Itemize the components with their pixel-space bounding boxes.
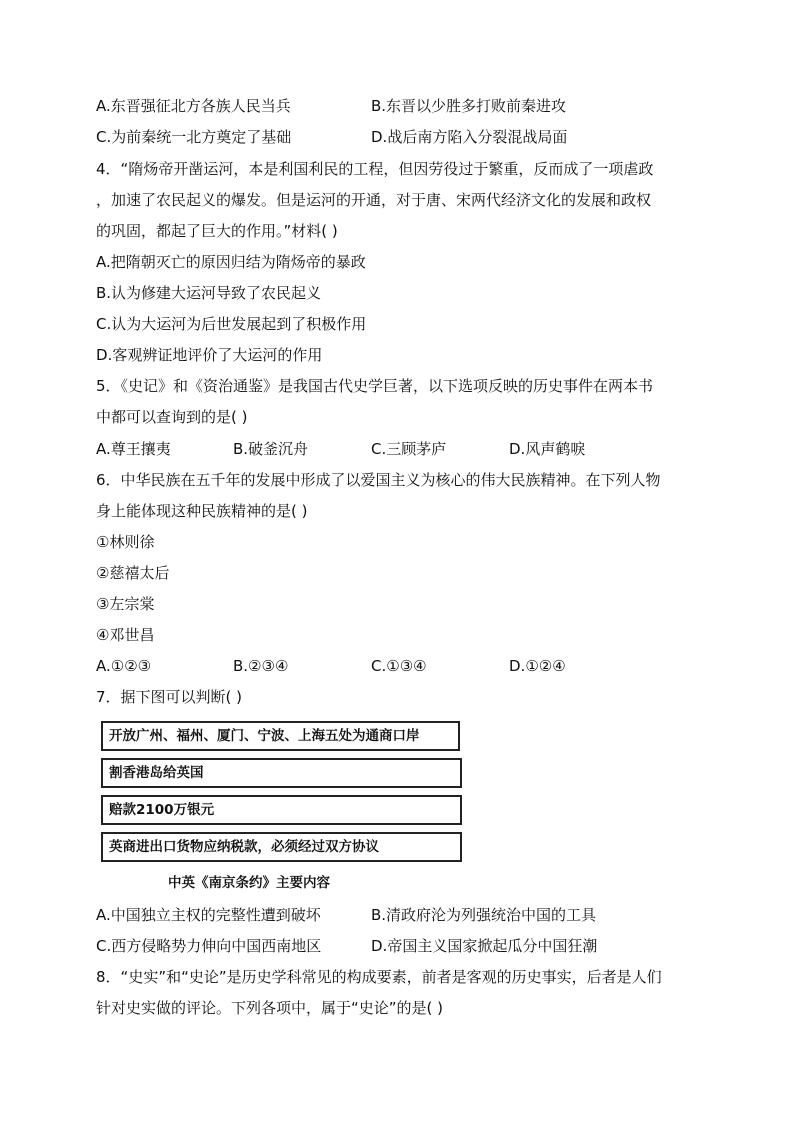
q7-option-c: C.西方侵略势力伸向中国西南地区: [96, 937, 322, 955]
q4-option-a: A.把隋朝灭亡的原因归结为隋炀帝的暴政: [96, 253, 366, 271]
q6-option-a: A.①②③: [96, 657, 152, 675]
q4-option-d: D.客观辨证地评价了大运河的作用: [96, 346, 323, 364]
q4-stem-line-3: 的巩固，都起了巨大的作用。”材料( ): [96, 222, 338, 240]
q6-item-3: ③左宗棠: [96, 595, 155, 613]
q4-option-b: B.认为修建大运河导致了农民起义: [96, 284, 322, 302]
q5-option-b: B.破釜沉舟: [233, 440, 309, 458]
treaty-box-indemnity: 赔款2100万银元: [101, 795, 462, 825]
q3-option-b: B.东晋以少胜多打败前秦进攻: [371, 97, 567, 115]
q3-option-d: D.战后南方陷入分裂混战局面: [371, 128, 568, 146]
treaty-box-tariff: 英商进出口货物应纳税款，必须经过双方协议: [101, 832, 462, 862]
q6-item-2: ②慈禧太后: [96, 564, 170, 582]
figure-caption: 中英《南京条约》主要内容: [168, 875, 330, 891]
q4-option-c: C.认为大运河为后世发展起到了积极作用: [96, 315, 367, 333]
q3-option-c: C.为前秦统一北方奠定了基础: [96, 128, 292, 146]
q5-stem-line-1: 5．《史记》和《资治通鉴》是我国古代史学巨著，以下选项反映的历史事件在两本书: [96, 377, 654, 395]
treaty-box-ports: 开放广州、福州、厦门、宁波、上海五处为通商口岸: [101, 721, 460, 751]
treaty-box-hongkong: 割香港岛给英国: [101, 758, 462, 788]
q5-stem-line-2: 中都可以查询到的是( ): [96, 408, 248, 426]
q7-option-a: A.中国独立主权的完整性遭到破坏: [96, 906, 321, 924]
q6-stem-line-2: 身上能体现这种民族精神的是( ): [96, 502, 308, 520]
q6-stem-line-1: 6．中华民族在五千年的发展中形成了以爱国主义为核心的伟大民族精神。在下列人物: [96, 471, 661, 489]
q8-stem-line-2: 针对史实做的评论。下列各项中，属于“史论”的是( ): [96, 999, 444, 1017]
q7-option-d: D.帝国主义国家掀起瓜分中国狂潮: [371, 937, 598, 955]
q6-option-b: B.②③④: [233, 657, 289, 675]
q7-option-b: B.清政府沦为列强统治中国的工具: [371, 906, 597, 924]
q4-stem-line-2: ，加速了农民起义的爆发。但是运河的开通，对于唐、宋两代经济文化的发展和政权: [96, 191, 652, 209]
q6-option-c: C.①③④: [371, 657, 427, 675]
q5-option-a: A.尊王攘夷: [96, 440, 171, 458]
q6-item-1: ①林则徐: [96, 533, 155, 551]
q7-stem: 7．据下图可以判断( ): [96, 688, 243, 706]
q6-item-4: ④邓世昌: [96, 626, 155, 644]
q5-option-c: C.三顾茅庐: [371, 440, 447, 458]
q4-stem-line-1: 4．“隋炀帝开凿运河，本是利国利民的工程，但因劳役过于繁重，反而成了一项虐政: [96, 160, 654, 178]
q6-option-d: D.①②④: [509, 657, 566, 675]
q8-stem-line-1: 8．“史实”和“史论”是历史学科常见的构成要素，前者是客观的历史事实，后者是人们: [96, 968, 662, 986]
q5-option-d: D.风声鹤唳: [509, 440, 586, 458]
q3-option-a: A.东晋强征北方各族人民当兵: [96, 97, 291, 115]
